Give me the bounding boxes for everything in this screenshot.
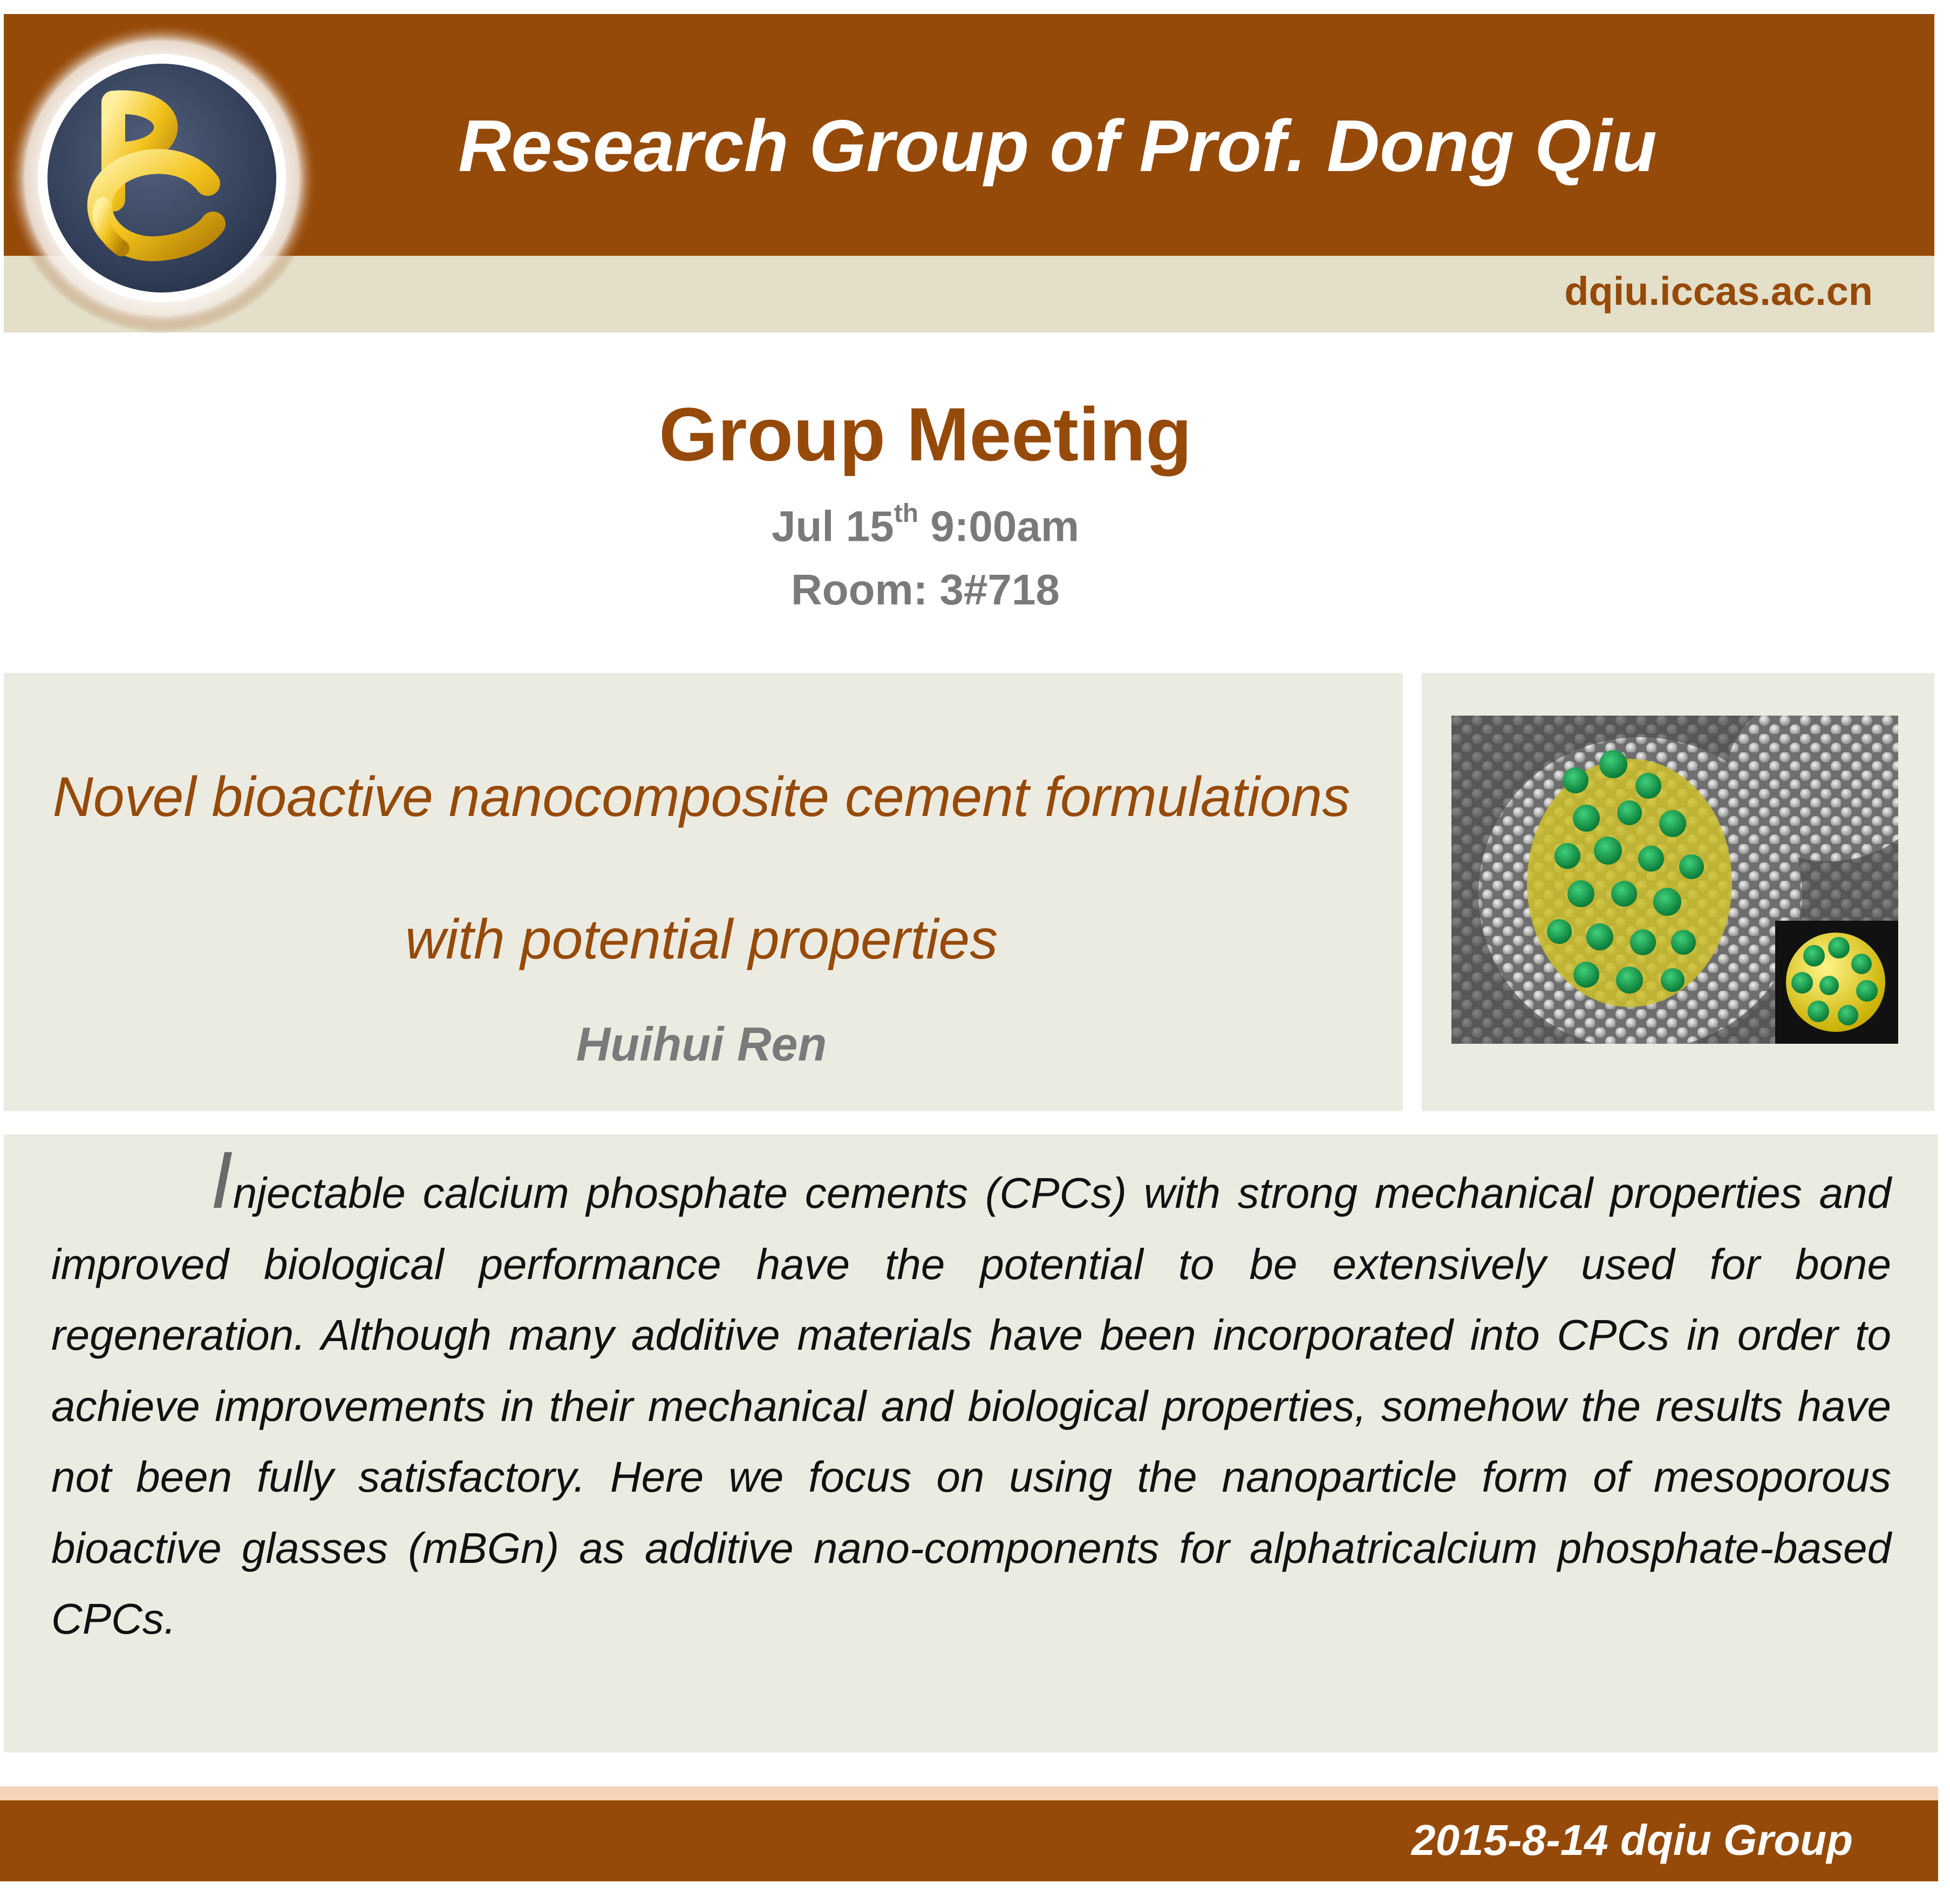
nanoparticle-micrograph-image — [1451, 716, 1898, 1044]
abstract-text — [51, 1134, 1891, 1655]
meeting-date-suffix: th — [894, 499, 919, 528]
group-title: Research Group of Prof. Dong Qiu — [458, 105, 1657, 187]
footer-accent-line — [0, 1786, 1938, 1800]
abstract-body: njectable calcium phosphate cements (CPCs) with strong mechanical properties and improved biological performance have the potential to be extensively used for bone regeneration. Although many additive materials have been incorporated into CPCs in order to achieve improvements in their mechanical and biological properties, somehow the results have not been fully satisfactory. Here we focus on using the nanoparticle form of mesoporous bioactive glasses (mBGn) as additive nano-components for alphatricalcium phosphate-based CPCs. — [51, 1169, 1891, 1643]
dqiu-group-logo-icon — [5, 22, 318, 335]
abstract-dropcap: I — [210, 1134, 233, 1225]
speaker-name: Huihui Ren — [576, 1017, 827, 1071]
website-link[interactable]: dqiu.iccas.ac.cn — [1564, 269, 1873, 314]
meeting-title: Group Meeting — [659, 392, 1192, 477]
footer-text: 2015-8-14 dqiu Group — [1412, 1816, 1853, 1864]
meeting-time: 9:00am — [930, 502, 1080, 550]
meeting-datetime — [0, 488, 1851, 556]
meeting-room: Room: 3#718 — [791, 566, 1060, 614]
meeting-date: Jul 15 — [771, 502, 894, 550]
talk-title: Novel bioactive nanocomposite cement formulations with potential properties — [52, 766, 1351, 971]
